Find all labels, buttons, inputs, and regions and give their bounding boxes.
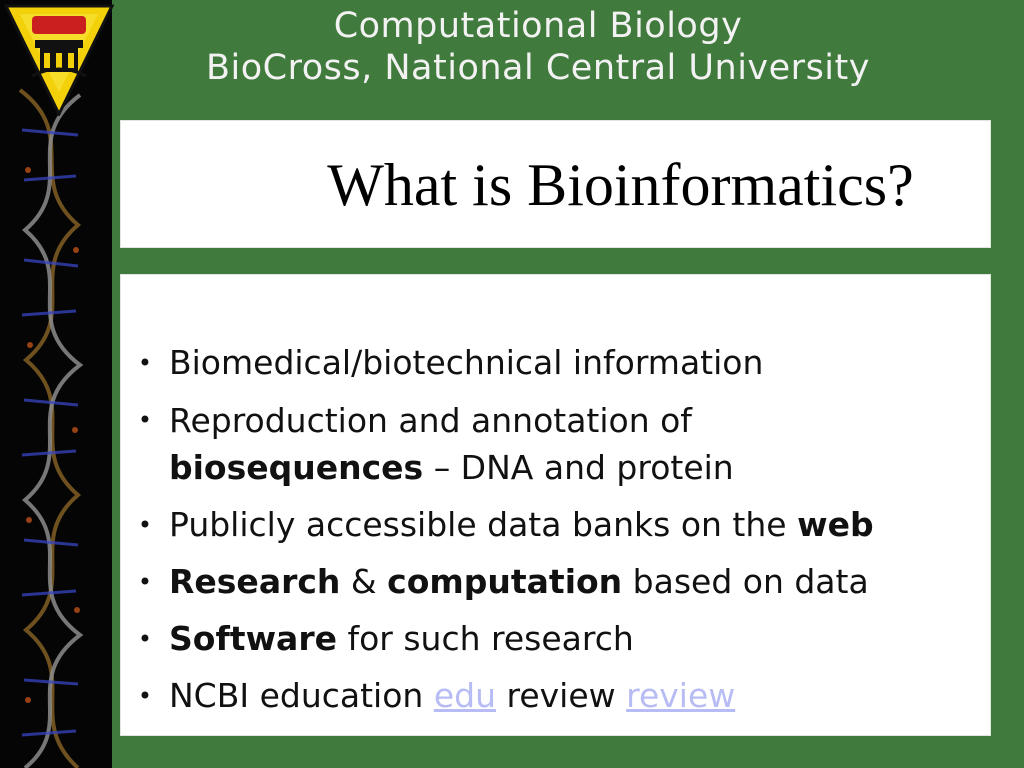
- bullet-bold-text: Research: [169, 562, 341, 601]
- review-link[interactable]: review: [626, 676, 736, 715]
- bullet-text: – DNA and protein: [423, 448, 734, 487]
- bullet-item: [135, 340, 975, 386]
- slide-title: What is Bioinformatics?: [327, 152, 914, 218]
- header-institution: BioCross, National Central University: [206, 48, 870, 88]
- bullet-bold-text: Software: [169, 619, 337, 658]
- bullet-dot-icon: •: [137, 511, 153, 539]
- title-panel: [120, 120, 991, 248]
- bullet-item: [135, 616, 975, 662]
- header-course-title: Computational Biology: [333, 6, 743, 46]
- bullet-text: Publicly accessible data banks on the: [169, 505, 798, 544]
- bullet-bold-text: computation: [387, 562, 623, 601]
- bullet-dot-icon: •: [137, 349, 153, 377]
- bullet-text: review: [496, 676, 627, 715]
- bullet-item: [135, 559, 975, 605]
- bullet-bold-text: web: [797, 505, 874, 544]
- bullet-text: for such research: [336, 619, 634, 658]
- bullet-text: NCBI education: [169, 676, 434, 715]
- bullet-bold-text: biosequences: [169, 448, 424, 487]
- edu-link[interactable]: edu: [433, 676, 496, 715]
- bullet-item: [135, 502, 975, 548]
- bullet-dot-icon: •: [137, 568, 153, 596]
- bullet-text: based on data: [622, 562, 869, 601]
- bullet-text: &: [340, 562, 388, 601]
- bullet-text: Biomedical/biotechnical information: [169, 343, 764, 382]
- bullet-text: Reproduction and annotation of: [169, 401, 692, 440]
- bullet-item: [135, 397, 975, 491]
- bullet-list: [135, 340, 975, 730]
- bullet-dot-icon: •: [137, 682, 153, 710]
- bullet-dot-icon: •: [137, 625, 153, 653]
- bullet-dot-icon: •: [137, 406, 153, 434]
- bullet-item: [135, 673, 975, 719]
- content-panel: [120, 274, 991, 736]
